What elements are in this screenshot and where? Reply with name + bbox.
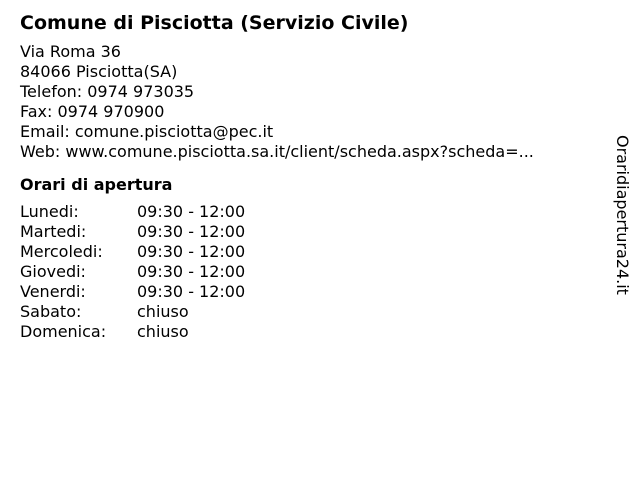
hours-heading: Orari di apertura [20, 175, 173, 194]
hours-day: Venerdi: [20, 282, 86, 301]
hours-day: Martedi: [20, 222, 87, 241]
phone-line: Telefon: 0974 973035 [20, 82, 195, 101]
hours-day: Mercoledi: [20, 242, 103, 261]
site-brand-vertical: Oraridiapertura24.it [613, 135, 632, 295]
hours-row-thursday [20, 262, 600, 282]
hours-time: chiuso [137, 322, 189, 341]
hours-day: Sabato: [20, 302, 82, 321]
hours-day: Lunedi: [20, 202, 79, 221]
hours-row-wednesday [20, 242, 600, 262]
page-title: Comune di Pisciotta (Servizio Civile) [20, 12, 409, 34]
hours-time: 09:30 - 12:00 [137, 242, 246, 261]
hours-day: Domenica: [20, 322, 107, 341]
address-street: Via Roma 36 [20, 42, 121, 61]
hours-time: 09:30 - 12:00 [137, 282, 246, 301]
hours-time: 09:30 - 12:00 [137, 222, 246, 241]
hours-time: chiuso [137, 302, 189, 321]
hours-time: 09:30 - 12:00 [137, 262, 246, 281]
hours-row-friday [20, 282, 600, 302]
web-line: Web: www.comune.pisciotta.sa.it/client/scheda.aspx?scheda=... [20, 142, 534, 161]
email-line: Email: comune.pisciotta@pec.it [20, 122, 274, 141]
hours-table [20, 202, 600, 342]
hours-row-saturday [20, 302, 600, 322]
contact-block [20, 42, 600, 162]
address-city: 84066 Pisciotta(SA) [20, 62, 178, 81]
hours-row-sunday [20, 322, 600, 342]
fax-line: Fax: 0974 970900 [20, 102, 165, 121]
hours-row-monday [20, 202, 600, 222]
hours-day: Giovedi: [20, 262, 86, 281]
hours-row-tuesday [20, 222, 600, 242]
hours-time: 09:30 - 12:00 [137, 202, 246, 221]
business-card [20, 10, 600, 342]
